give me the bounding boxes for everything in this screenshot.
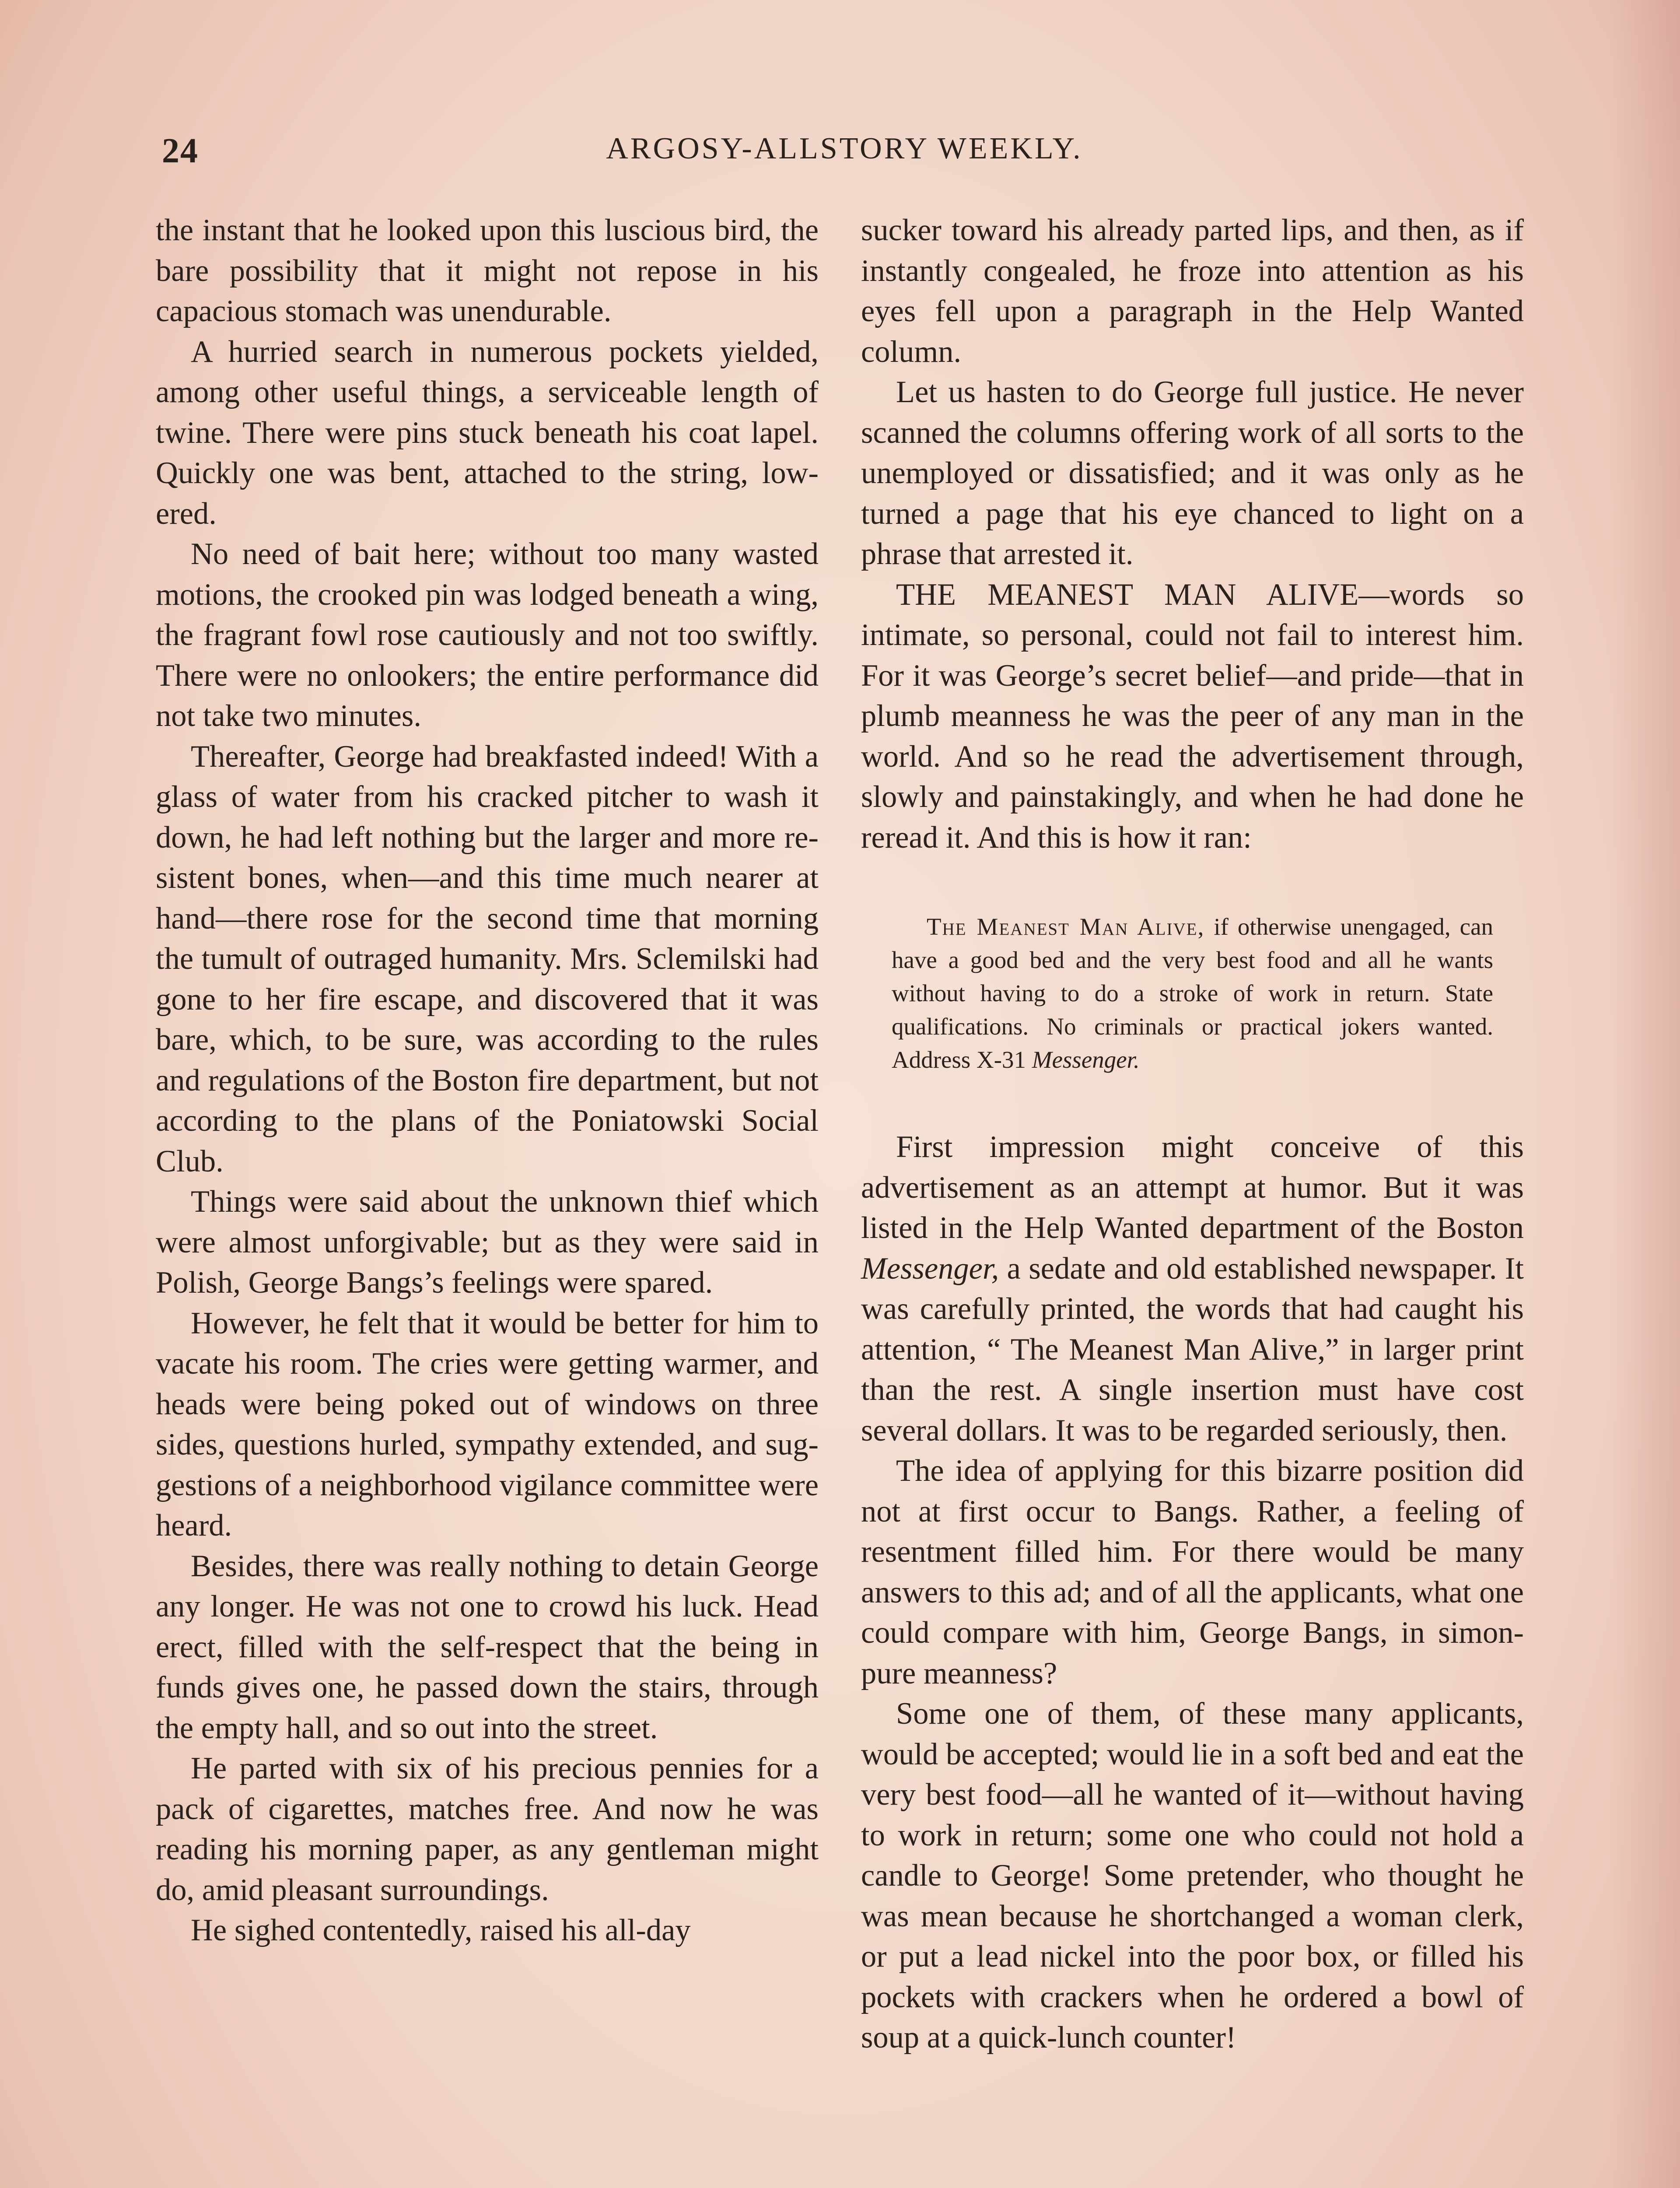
advertisement-body: if otherwise unengaged, can have a good bed and the very best food and all he wants without having to do a stroke of work in return. State qualifications. No criminals or practical jokers wanted. Address X-31 xyxy=(892,913,1493,1073)
advertisement-text xyxy=(892,910,1493,1076)
paragraph: Things were said about the unknown thief which were almost unforgivable; but as they were said in Polish, George Bangs’s feelings were spared. xyxy=(156,1185,819,1300)
page-header xyxy=(162,131,1527,179)
paragraph: THE MEANEST MAN ALIVE—words so intimate, so personal, could not fail to interest him. For it was George’s secret belief—and pride—that in plumb meanness he was the peer of any man in the world. And so he read the advertisement through, slowly and painstakingly, and when he had done he reread it. And this is how it ran: xyxy=(861,577,1524,855)
right-column xyxy=(861,210,1524,2058)
help-wanted-advertisement xyxy=(892,910,1493,1076)
paragraph-text: First impression might conceive of this advertisement as an attempt at humor. But it was listed in the Help Wanted department of the Boston xyxy=(861,1130,1524,1245)
paragraph: Some one of them, of these many applicants, would be accepted; would lie in a soft bed and eat the very best food—all he wanted of it—without having to work in return; some one who could not hold a candle to George! Some pretender, who thought he was mean because he shortchanged a woman clerk, or put a lead nickel into the poor box, or filled his pockets with crackers when he ordered a bowl of soup at a quick-lunch counter! xyxy=(861,1697,1524,2055)
paragraph: He sighed contentedly, raised his all-day xyxy=(191,1913,691,1947)
paragraph: He parted with six of his precious pennies for a pack of cigarettes, matches free. And now he was reading his morning paper, as any gentleman might do, amid pleasant surroundings. xyxy=(156,1751,819,1907)
paragraph xyxy=(861,1127,1524,1451)
paragraph-text: a sedate and old established newspaper. It was carefully printed, the words that had caught his attention, “ The Meanest Man Alive,” in larger print than the rest. A single insertion must have cost several dollars. It was to be regarded seriously, then. xyxy=(861,1251,1524,1448)
paragraph: Let us hasten to do George full justice. He never scanned the columns offering work of all sorts to the unemployed or dissatisfied; and it was only as he turned a page that his eye chanced to light on a phrase that arrested it. xyxy=(861,375,1524,571)
advertisement-lead: The Meanest Man Alive, xyxy=(927,913,1205,940)
page-edge-shading-right xyxy=(1610,0,1680,2188)
paragraph: sucker toward his already parted lips, and then, as if instantly congealed, he froze into attention as his eyes fell upon a paragraph in the Help Wanted column. xyxy=(861,213,1524,369)
running-head: ARGOSY-ALLSTORY WEEKLY. xyxy=(606,132,1083,165)
paragraph: However, he felt that it would be better for him to vacate his room. The cries were getting warmer, and heads were being poked out of windows on three sides, questions hurled, sympathy extended, and suggestions of a neighborhood vigilance committee were heard. xyxy=(156,1306,819,1543)
paragraph: No need of bait here; without too many wasted motions, the crooked pin was lodged beneath a wing, the fragrant fowl rose cautiously and not too swiftly. There were no onlookers; the entire performance did not take two minutes. xyxy=(156,537,819,733)
paragraph: A hurried search in numerous pockets yielded, among other useful things, a serviceable length of twine. There were pins stuck beneath his coat lapel. Quickly one was bent, attached to the string, lowered. xyxy=(156,334,819,531)
advertisement-newspaper: Messenger. xyxy=(1032,1046,1140,1073)
paragraph: The idea of applying for this bizarre position did not at first occur to Bangs. Rather, a feeling of resentment filled him. For there would be many answers to this ad; and of all the applicants, what one could compare with him, George Bangs, in simon-pure meanness? xyxy=(861,1454,1524,1690)
page-number: 24 xyxy=(162,132,199,170)
newspaper-name: Messenger, xyxy=(861,1251,999,1286)
left-column xyxy=(156,210,819,1951)
paragraph: Besides, there was really nothing to detain George any longer. He was not one to crowd his luck. Head erect, filled with the self-respect that the being in funds gives one, he passed down the stairs, through the empty hall, and so out into the street. xyxy=(156,1549,819,1745)
paragraph: Thereafter, George had breakfasted indeed! With a glass of water from his cracked pitcher to wash it down, he had left nothing but the larger and more resistent bones, when—and this time much nearer at hand—there rose for the second time that morning the tumult of outraged humanity. Mrs. Sclemilski had gone to her fire escape, and discovered that it was bare, which, to be sure, was according to the rules and regulations of the Boston fire department, but not according to the plans of the Poniatowski Social Club. xyxy=(156,739,819,1178)
paragraph: the instant that he looked upon this luscious bird, the bare possibility that it might not repose in his capacious stomach was unendurable. xyxy=(156,213,819,328)
